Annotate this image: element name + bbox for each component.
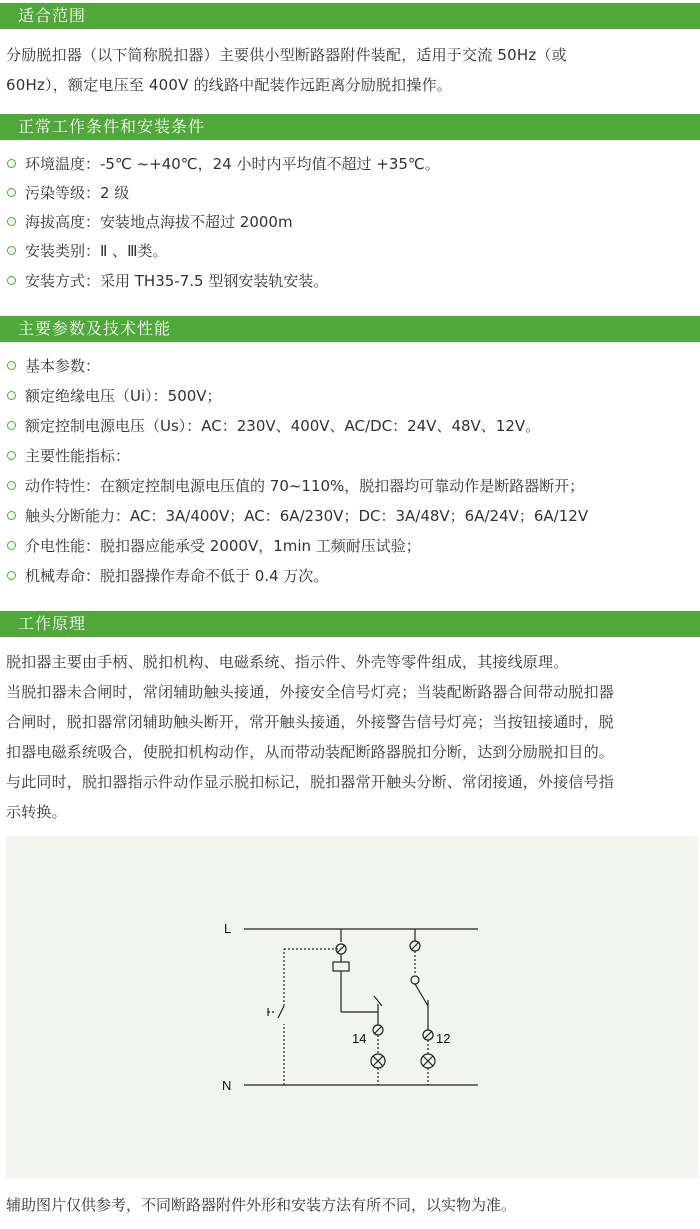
push-button-contact (278, 1006, 284, 1018)
principle-line: 脱扣器主要由手柄、脱扣机构、电磁系统、指示件、外壳等零件组成，其接线原理。 (6, 653, 569, 671)
circle-bullet-icon (7, 511, 16, 520)
section-title: 工作原理 (18, 614, 87, 633)
circle-bullet-icon (7, 188, 16, 197)
section-title: 正常工作条件和安装条件 (18, 117, 206, 136)
terminal-slash (374, 1026, 382, 1034)
circle-bullet-icon (7, 276, 16, 285)
circle-bullet-icon (7, 159, 16, 168)
circle-bullet-icon (7, 391, 16, 400)
list-item (6, 412, 540, 440)
circle-bullet-icon (7, 541, 16, 550)
list-item (6, 562, 328, 590)
list-item-text: 环境温度：-5℃ ~+40℃，24 小时内平均值不超过 +35℃。 (25, 155, 440, 173)
list-item (6, 502, 588, 530)
list-item-text: 额定控制电源电压（Us）：AC：230V、400V、AC/DC：24V、48V、12V。 (25, 417, 541, 435)
section-header-params (0, 316, 700, 342)
principle-line: 合闸时，脱扣器常闭辅助触头断开，常开触头接通，外接警告信号灯亮；当按钮接通时，脱 (6, 713, 615, 731)
list-item (6, 352, 100, 380)
list-item (6, 237, 168, 265)
label-n: N (222, 1078, 232, 1093)
list-item-text: 机械寿命：脱扣器操作寿命不低于 0.4 万次。 (25, 567, 329, 585)
circle-bullet-icon (7, 361, 16, 370)
list-item-text: 海拔高度：安装地点海拔不超过 2000m (25, 213, 293, 231)
list-item-text: 额定绝缘电压（Ui）：500V； (25, 387, 222, 405)
label-terminal-12: 12 (436, 1031, 451, 1046)
list-item-text: 基本参数： (25, 357, 101, 375)
label-terminal-14: 14 (352, 1031, 367, 1046)
wiring-diagram-svg (6, 836, 698, 1178)
section-header-conditions (0, 114, 700, 140)
contact-pivot-icon (411, 976, 419, 984)
terminal-slash (337, 945, 345, 953)
circle-bullet-icon (7, 246, 16, 255)
principle-line: 示转换。 (6, 803, 67, 821)
circle-bullet-icon (7, 421, 16, 430)
list-item-text: 触头分断能力：AC：3A/400V；AC：6A/230V；DC：3A/48V；6A/24V；6A/12V (25, 507, 589, 525)
principle-line: 与此同时，脱扣器指示件动作显示脱扣标记，脱扣器常开触头分断、常闭接通，外接信号指 (6, 773, 615, 791)
section-header-scope (0, 3, 700, 29)
relay-coil-icon (333, 962, 349, 971)
principle-line: 扣器电磁系统吸合，使脱扣机构动作，从而带动装配断路器脱扣分断，达到分励脱扣目的。 (6, 743, 615, 761)
section-title: 主要参数及技术性能 (18, 319, 172, 338)
circle-bullet-icon (7, 217, 16, 226)
circle-bullet-icon (7, 481, 16, 490)
list-item (6, 208, 293, 236)
list-item (6, 179, 129, 207)
footer-note: 辅助图片仅供参考，不同断路器附件外形和安装方法有所不同，以实物为准。 (6, 1196, 517, 1214)
list-item-text: 主要性能指标： (25, 447, 131, 465)
label-l: L (224, 921, 232, 936)
list-item-text: 介电性能：脱扣器应能承受 2000V，1min 工频耐压试验； (25, 537, 421, 555)
list-item-text: 动作特性：在额定控制电源电压值的 70~110%，脱扣器均可靠动作是断路器断开； (25, 477, 585, 495)
list-item (6, 442, 130, 470)
scope-line: 60Hz），额定电压至 400V 的线路中配装作远距离分励脱扣操作。 (6, 76, 452, 94)
principle-line: 当脱扣器未合闸时，常闭辅助触头接通，外接安全信号灯亮；当装配断路器合间带动脱扣器 (6, 683, 615, 701)
list-item-text: 安装类别：Ⅱ 、Ⅲ类。 (25, 242, 168, 260)
wiring-diagram (6, 836, 698, 1178)
circle-bullet-icon (7, 451, 16, 460)
section-header-principle (0, 611, 700, 637)
list-item (6, 267, 328, 295)
list-item (6, 472, 584, 500)
list-item-text: 安装方式：采用 TH35-7.5 型钢安装轨安装。 (25, 272, 329, 290)
terminal-slash (424, 1031, 432, 1039)
contact-12-blade (415, 984, 428, 1006)
list-item (6, 382, 222, 410)
terminal-slash (411, 942, 419, 950)
list-item-text: 污染等级：2 级 (25, 184, 130, 202)
circle-bullet-icon (7, 571, 16, 580)
scope-line: 分励脱扣器（以下简称脱扣器）主要供小型断路器附件装配，适用于交流 50Hz（或 (6, 46, 567, 64)
section-title: 适合范围 (18, 6, 87, 25)
list-item (6, 150, 440, 178)
list-item (6, 532, 421, 560)
